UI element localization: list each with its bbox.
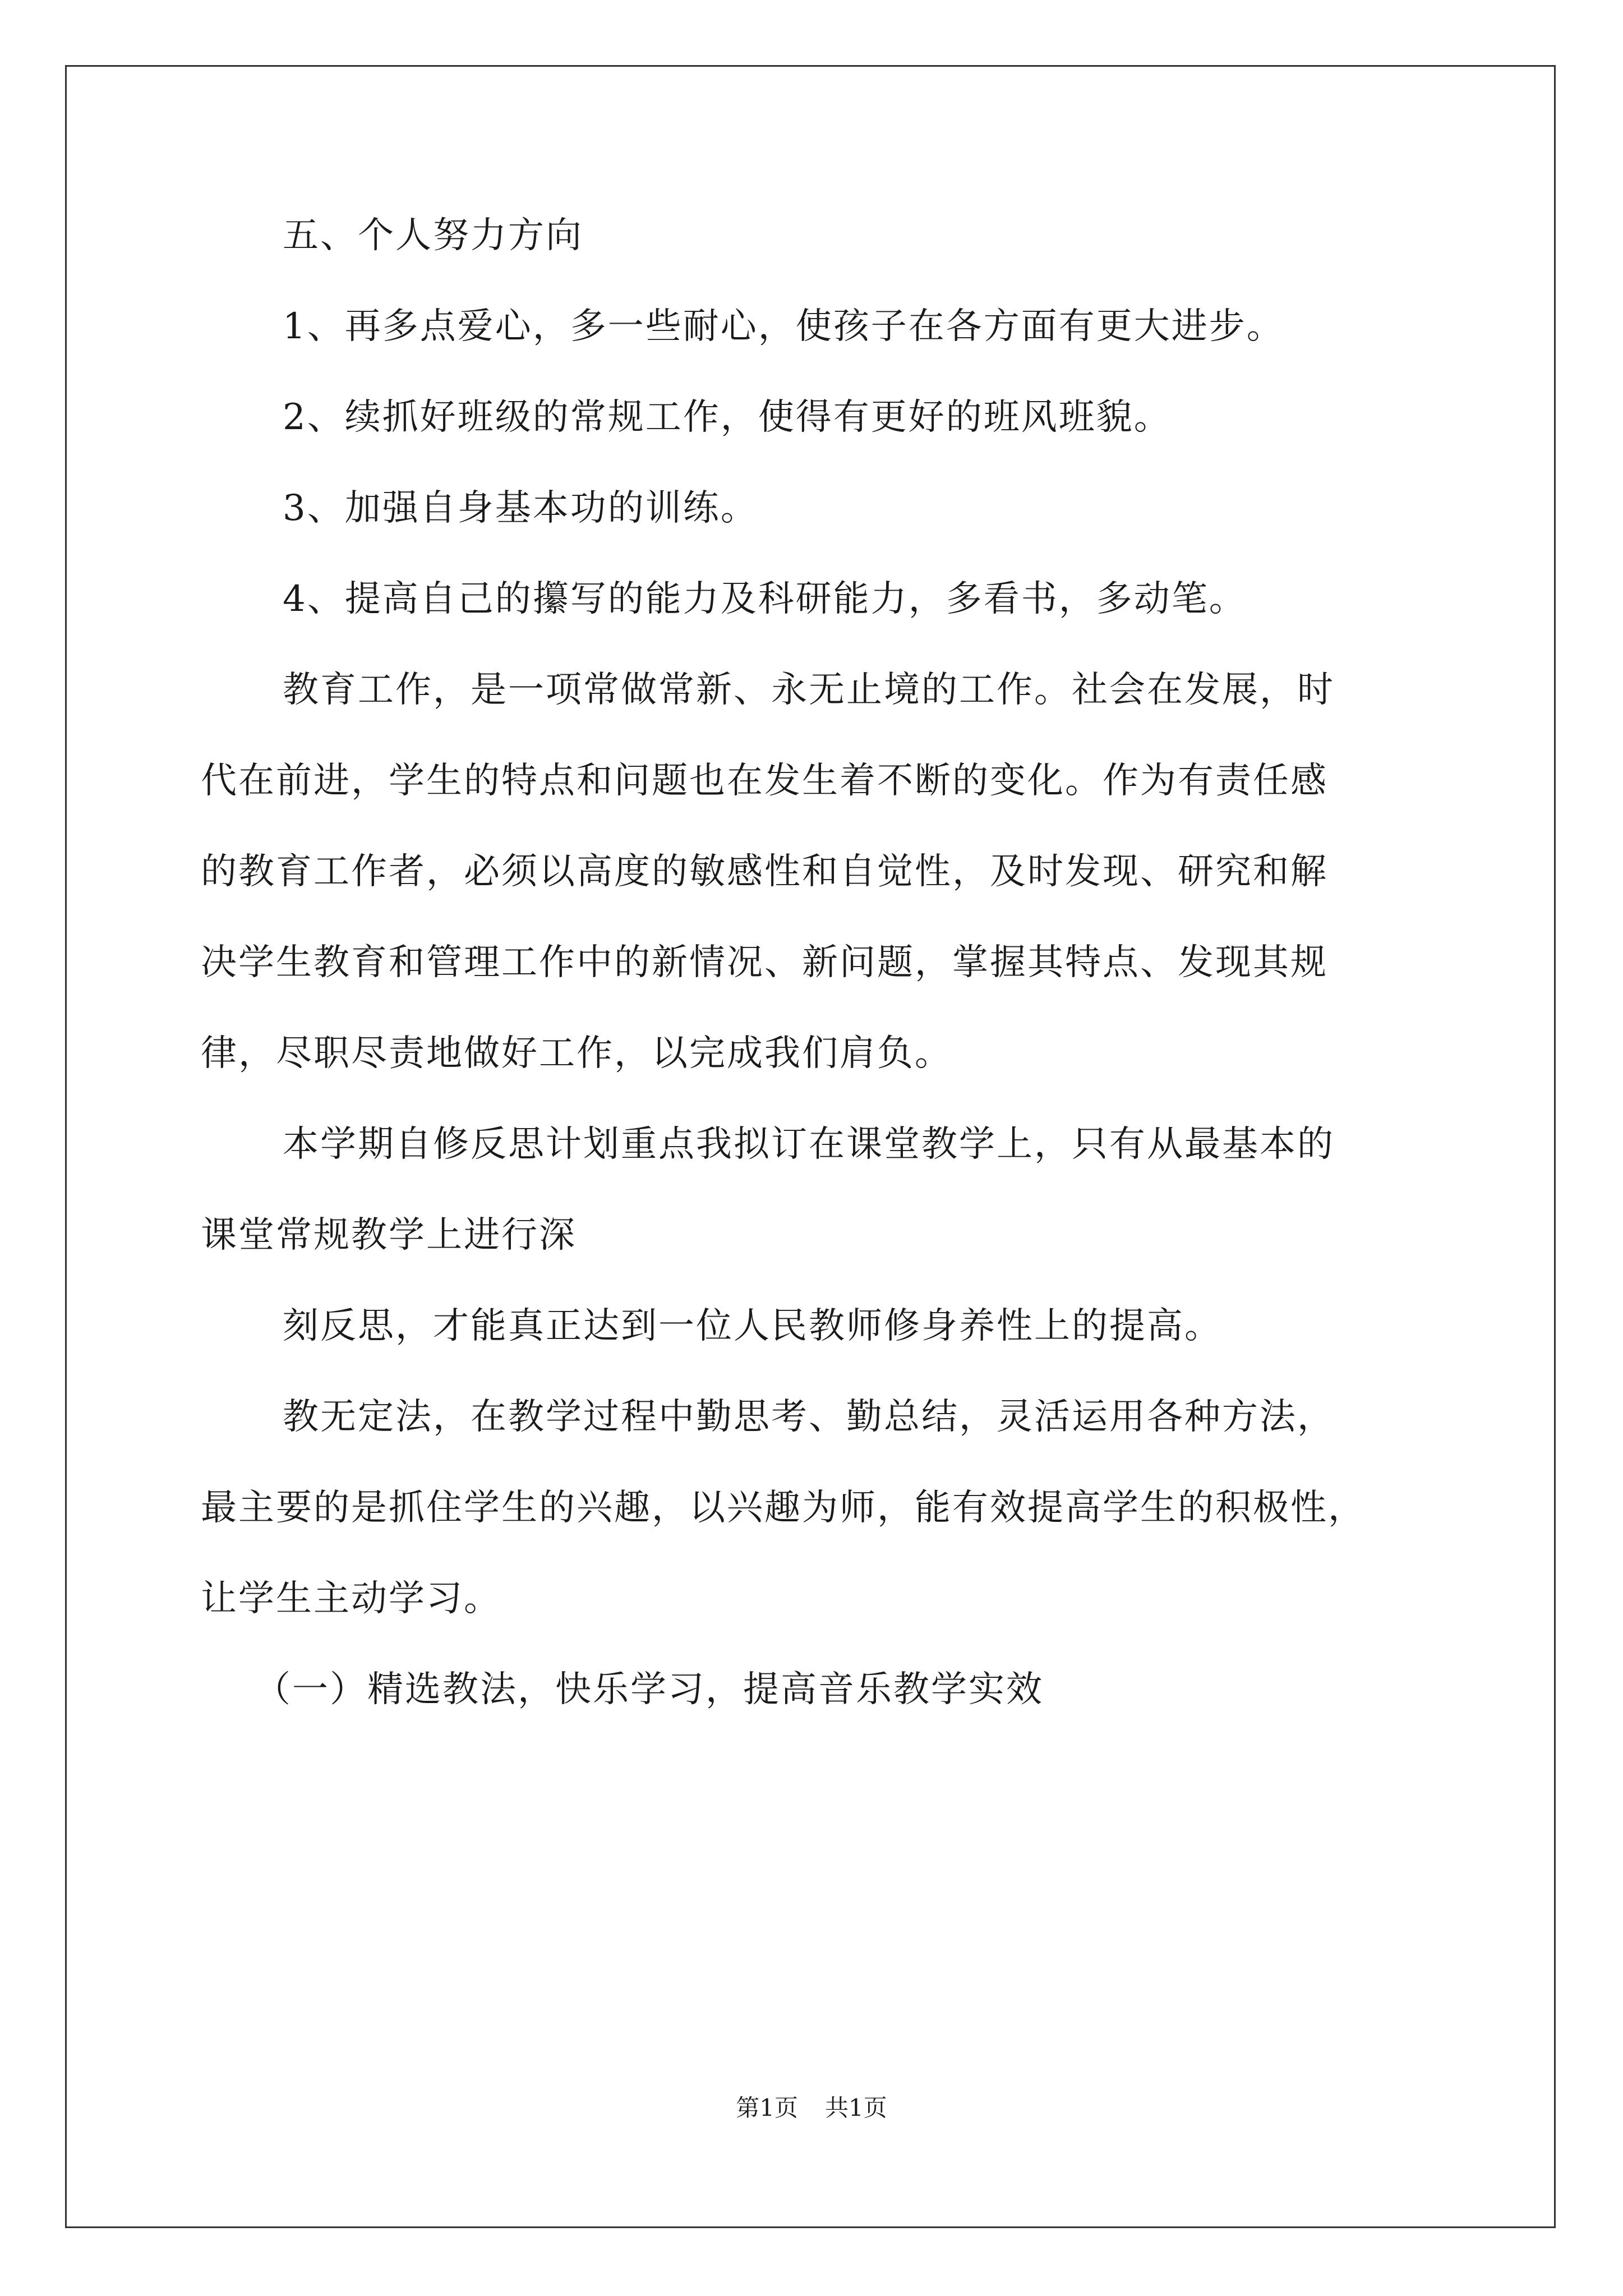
paragraph-line: 教无定法，在教学过程中勤思考、勤总结，灵活运用各种方法， xyxy=(283,1396,1335,1438)
list-item: 4、提高自己的攥写的能力及科研能力，多看书，多动笔。 xyxy=(283,578,1247,620)
paragraph-line: 教育工作，是一项常做常新、永无止境的工作。社会在发展，时 xyxy=(283,669,1335,711)
paragraph-line: 律，尽职尽责地做好工作，以完成我们肩负。 xyxy=(201,1033,952,1074)
list-item: 2、续抓好班级的常规工作，使得有更好的班风班貌。 xyxy=(283,397,1172,438)
paragraph-line: 本学期自修反思计划重点我拟订在课堂教学上，只有从最基本的 xyxy=(283,1124,1335,1165)
paragraph-line: 决学生教育和管理工作中的新情况、新问题，掌握其特点、发现其规 xyxy=(201,942,1328,983)
paragraph-line: 课堂常规教学上进行深 xyxy=(201,1214,577,1256)
paragraph-line: 代在前进，学生的特点和问题也在发生着不断的变化。作为有责任感 xyxy=(201,760,1328,802)
paragraph-line: 最主要的是抓住学生的兴趣，以兴趣为师，能有效提高学生的积极性， xyxy=(201,1487,1366,1529)
page-total: 共1页 xyxy=(825,2094,887,2122)
paragraph-line: 刻反思，才能真正达到一位人民教师修身养性上的提高。 xyxy=(283,1305,1222,1347)
paragraph-line: 让学生主动学习。 xyxy=(201,1578,501,1619)
page-number: 第1页 xyxy=(736,2094,798,2122)
list-item: 3、加强自身基本功的训练。 xyxy=(283,487,758,529)
list-item: 1、再多点爱心，多一些耐心，使孩子在各方面有更大进步。 xyxy=(283,306,1284,347)
paragraph-line: 的教育工作者，必须以高度的敏感性和自觉性，及时发现、研究和解 xyxy=(201,851,1328,892)
subsection-heading: （一）精选教法，快乐学习，提高音乐教学实效 xyxy=(255,1669,1044,1710)
page-footer xyxy=(0,2092,1623,2124)
section-heading: 五、个人努力方向 xyxy=(283,215,583,256)
